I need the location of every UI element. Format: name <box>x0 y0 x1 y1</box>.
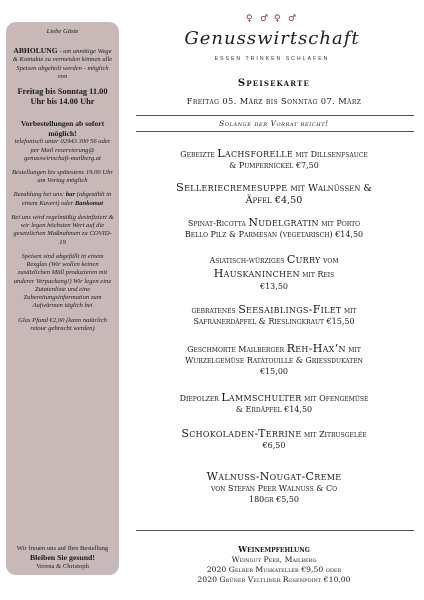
dish-item <box>132 147 416 172</box>
dish-detail: €6,50 <box>262 441 286 451</box>
bestellungen-deadline: Bestellungen bis spätestens 19.00 Uhr am Vortag möglich <box>12 169 113 185</box>
dish-suffix: vom <box>320 256 339 265</box>
dish-suffix: mit <box>345 345 361 354</box>
dish-suffix: mit Ofengemüse <box>301 394 369 403</box>
dish-prefix: gebratenes <box>191 306 239 315</box>
wine-divider <box>136 530 414 531</box>
dish-price: €13,50 <box>260 281 288 291</box>
dish-price: 180gr €5,50 <box>248 494 300 504</box>
menu-dates: Freitag 05. März bis Sonntag 07. März <box>186 96 362 106</box>
dish-name: Selleriecremesuppe <box>176 180 288 194</box>
pfand-note: Glas Pfand €2,00 (kann natürlich retour gebracht werden) <box>18 316 107 332</box>
hygiene-note: Bei uns wird regelmäßig desinfiziert & wir legen höchsten Wert auf die gesetzlichen Maßnahmen zu COVID-19 <box>11 213 114 246</box>
dish-name: Lachsforelle <box>217 147 293 160</box>
dish-item <box>132 216 416 241</box>
dish-item <box>132 470 416 505</box>
dish-name: Curry <box>286 253 321 266</box>
dish-name: Lammschulter <box>221 391 302 404</box>
logo <box>172 14 372 66</box>
payment-bar: bar <box>65 191 76 199</box>
dish-name: Nudelgratin <box>248 216 319 229</box>
logo-figures-icon: ♀ ♂ ♀ ♂ <box>246 14 297 24</box>
dish-item <box>132 303 416 328</box>
dish-prefix: Geschmorte Mailberger <box>187 345 287 354</box>
top-divider <box>136 115 414 116</box>
availability-note: Solange der Vorrat reicht! <box>219 119 329 128</box>
payment-pre: Bezahlung bei uns: <box>13 191 66 199</box>
dish-name: Schokoladen-Terrine <box>181 427 302 440</box>
dish-item <box>132 180 416 208</box>
dish-prefix: Spinat-Ricotta <box>187 219 249 228</box>
dish-price: €15,00 <box>260 366 288 376</box>
dish-detail: mit Reis <box>299 270 335 280</box>
dish-detail: Äpfel €4,50 <box>245 195 303 207</box>
dish-item <box>132 391 416 416</box>
dish-prefix: Diepolzer <box>179 394 222 403</box>
wine-recommendation <box>124 544 424 585</box>
wine-line: Weingut Peer, Mailberg <box>231 554 317 564</box>
dish-detail: Safranerdäpfel & Rieslingkraut €15,50 <box>193 317 355 327</box>
dish-prefix: Gebeizte <box>180 150 218 159</box>
dish-suffix: mit Zitrusgelée <box>301 430 367 439</box>
menu-main <box>124 0 424 600</box>
dish-detail: & Pumpernickel €7,50 <box>229 161 319 171</box>
dish-name-cont: Hauskaninchen <box>213 267 300 281</box>
dish-item <box>132 342 416 377</box>
dish-detail: von Stefan Peer Walnuss & Co <box>211 484 337 494</box>
dish-suffix: mit Walnüssen & <box>287 183 372 194</box>
dish-detail: & Erdäpfel €14,50 <box>235 405 313 415</box>
menu-title: Speisekarte <box>237 78 311 89</box>
second-divider <box>136 131 414 132</box>
vorbestellung-contact: telefonisch unter 02943 300 56 oder per Mail reservierung@ genusswirtschaft-mailberg.at <box>14 138 111 162</box>
abholung-note <box>11 46 114 81</box>
dish-item <box>132 427 416 452</box>
dish-item <box>132 253 416 292</box>
wine-line: 2020 Gelber Muskateller €9,50 oder <box>206 564 342 574</box>
signoff-line3: Verena & Christoph <box>36 562 89 570</box>
info-sidebar <box>6 22 119 575</box>
logo-text: Genusswirtschaft <box>184 28 360 49</box>
dish-suffix: mit <box>341 306 357 315</box>
abholung-heading: ABHOLUNG <box>13 46 58 56</box>
sidebar-greeting: Liebe Gäste <box>46 28 79 35</box>
logo-tagline: ESSEN TRINKEN SCHLAFEN <box>214 56 330 62</box>
wine-title: Weinempfehlung <box>238 544 310 554</box>
payment-mid: (abgezählt in einem Kuvert) oder <box>21 191 112 207</box>
wine-line: 2020 Grüner Veltliner Rosenpoint €10,00 <box>197 574 351 584</box>
signoff-line2: Bleiben Sie gesund! <box>30 553 95 563</box>
vorbestellung-note <box>11 119 114 163</box>
vorbestellung-heading: Vorbestellungen ab sofort möglich! <box>20 119 105 138</box>
rexglas-note: Speisen sind abgefüllt in einem Rexglas (Wir wollen keinen zusätzlichen Müll produzieren mit anderer Verpackung!) Wir legen eine Zutatenliste und eine Zubereitungsinformation zum Aufwärmen täglich bei <box>13 252 112 310</box>
dish-name: Reh-Hax‘n <box>286 342 346 355</box>
dish-name: Walnuss-Nougat-Creme <box>206 470 342 483</box>
dish-suffix: mit Porto <box>318 219 361 228</box>
abholung-text: - um unnötige Wege & Kontakte zu vermeiden können alle Speisen abgeholt werden - möglich von <box>12 48 113 80</box>
dish-name: Seesaiblings-Filet <box>238 303 342 316</box>
payment-note <box>11 191 114 207</box>
abholung-times: Freitag bis Sonntag 11.00 Uhr bis 14.00 Uhr <box>17 87 108 107</box>
payment-bankomat: Bankomat <box>74 199 104 207</box>
dish-detail: Wurzelgemüse Ratatouille & Grießdukaten <box>185 356 363 366</box>
sidebar-signoff <box>6 545 119 571</box>
dish-detail: Bello Pilz & Parmesan (vegetarisch) €14,50 <box>184 230 364 240</box>
dish-suffix: mit Dillsenfsauce <box>293 150 368 159</box>
dish-prefix: Asiatisch-würziges <box>209 256 287 265</box>
signoff-line1: Wir freuen uns auf Ihre Bestellung <box>16 544 109 552</box>
